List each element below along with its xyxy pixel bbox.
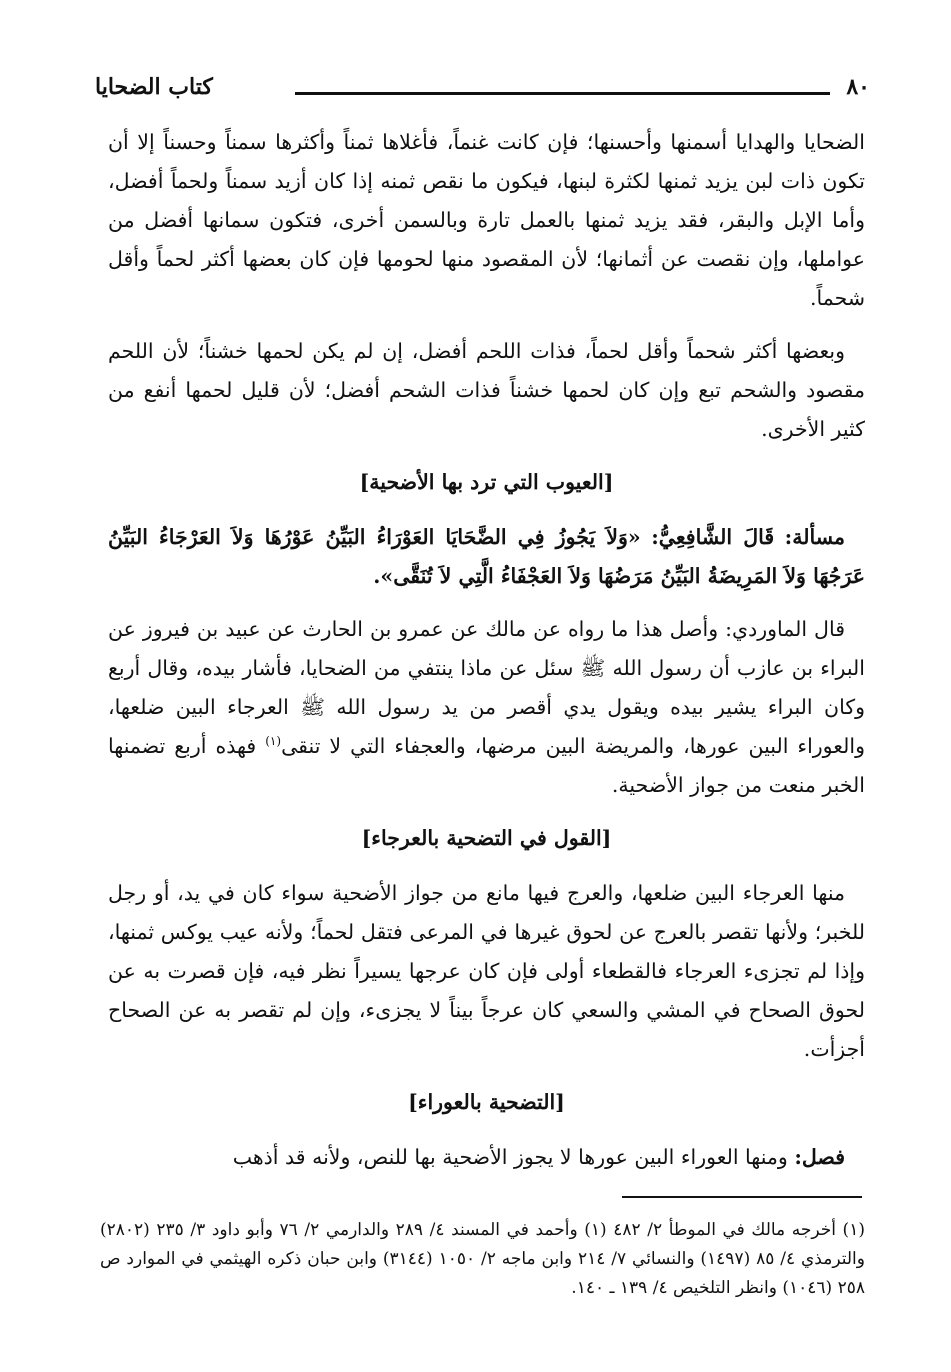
paragraph-3-main: قال الماوردي: وأصل هذا ما رواه عن مالك عن عمرو بن الحارث عن عبيد بن فيروز عن البراء بن عازب أن رسول الله ﷺ سئل عن ماذا ينتفي من الضحايا، فأشار بيده، وقال أربع وكان البراء يشير بيده ويقول يدي أقصر من يد رسول الله ﷺ العرجاء البين ضلعها، والعوراء البين عورها، والمريضة البين مرضها، والعجفاء التي لا تنقى [108, 617, 865, 758]
paragraph-5-text: ومنها العوراء البين عورها لا يجوز الأضحية بها للنص، ولأنه قد أذهب [232, 1145, 795, 1169]
paragraph-4: منها العرجاء البين ضلعها، والعرج فيها مانع من جواز الأضحية سواء كان في يد، أو رجل للخبر؛ ولأنها تقصر بالعرج عن لحوق غيرها في المرعى فتقل لحماً؛ ولأنه عيب يوكس ثمنها، وإذا لم تجزىء العرجاء فالقطعاء أولى فإن كان عرجها يسيراً نظر فيه، فإن قصرت به عن لحوق الصحاح في المشي والسعي كان عرجاً بيناً لا يجزىء، وإن لم تقصر به عن الصحاح أجزأت. [108, 881, 865, 1061]
masala-paragraph [108, 518, 865, 596]
section-heading-lame: [القول في التضحية بالعرجاء] [361, 826, 612, 850]
paragraph-3-tail: فهذه أربع تضمنها الخبر منعت من جواز الأضحية. [108, 734, 865, 797]
footnote-1: (١) أخرجه مالك في الموطأ ٢/ ٤٨٢ (١) وأحمد في المسند ٤/ ٢٨٩ والدارمي ٢/ ٧٦ وأبو داود ٣/ ٢٣٥ (٢٨٠٢) والترمذي ٤/ ٨٥ (١٤٩٧) والنسائي ٧/ ٢١٤ وابن ماجه ٢/ ١٠٥٠ (٣١٤٤) وابن حبان ذكره الهيثمي في الموارد ص ٢٥٨ (١٠٤٦) وانظر التلخيص ٤/ ١٣٩ ـ ١٤٠. [100, 1220, 865, 1298]
paragraph-5 [108, 1138, 865, 1177]
masala-speaker: قَالَ الشَّافِعِيُّ: [651, 525, 775, 549]
page-number: ٨٠ [846, 74, 870, 100]
masala-quote: «وَلاَ يَجُوزُ فِي الضَّحَايَا العَوْرَاءُ البَيِّنُ عَوْرُهَا وَلاَ العَرْجَاءُ البَيِّنُ عَرَجُهَا وَلاَ المَرِيضَةُ البَيِّنُ مَرَضُهَا وَلاَ العَجْفَاءُ الَّتِي لاَ تُنَقَّى». [108, 525, 865, 588]
main-text [108, 123, 865, 1191]
fasl-label: فصل: [794, 1145, 845, 1169]
footnote-separator [622, 1196, 862, 1198]
paragraph-3 [108, 610, 865, 805]
book-title: كتاب الضحايا [95, 74, 213, 100]
paragraph-1: الضحايا والهدايا أسمنها وأحسنها؛ فإن كانت غنماً، فأغلاها ثمناً وأكثرها سمناً وحسناً إلا أن تكون ذات لبن يزيد ثمنها لكثرة لبنها، فيكون ما نقص ثمنه إذا كان أزيد سمناً ولحماً أفضل، وأما الإبل والبقر، فقد يزيد ثمنها بالعمل تارة وبالسمن أخرى، فتكون سمانها أفضل من عواملها، وإن نقصت عن أثمانها؛ لأن المقصود منها لحومها فإن كان بعضها أكثر لحماً وأقل شحماً. [108, 130, 865, 310]
footnote-reference[interactable]: (١) [265, 734, 282, 749]
page-header [95, 70, 870, 110]
header-rule [295, 92, 830, 95]
paragraph-2: وبعضها أكثر شحماً وأقل لحماً، فذات اللحم أفضل، إن لم يكن لحمها خشناً؛ لأن اللحم مقصود والشحم تبع وإن كان لحمها خشناً فذات الشحم أفضل؛ لأن قليل لحمها أنفع من كثير الأخرى. [108, 339, 865, 441]
section-heading-defects: [العيوب التي ترد بها الأضحية] [359, 470, 614, 494]
section-heading-one-eyed: [التضحية بالعوراء] [408, 1090, 565, 1114]
masala-label: مسألة: [784, 525, 845, 549]
footnotes [100, 1216, 865, 1303]
